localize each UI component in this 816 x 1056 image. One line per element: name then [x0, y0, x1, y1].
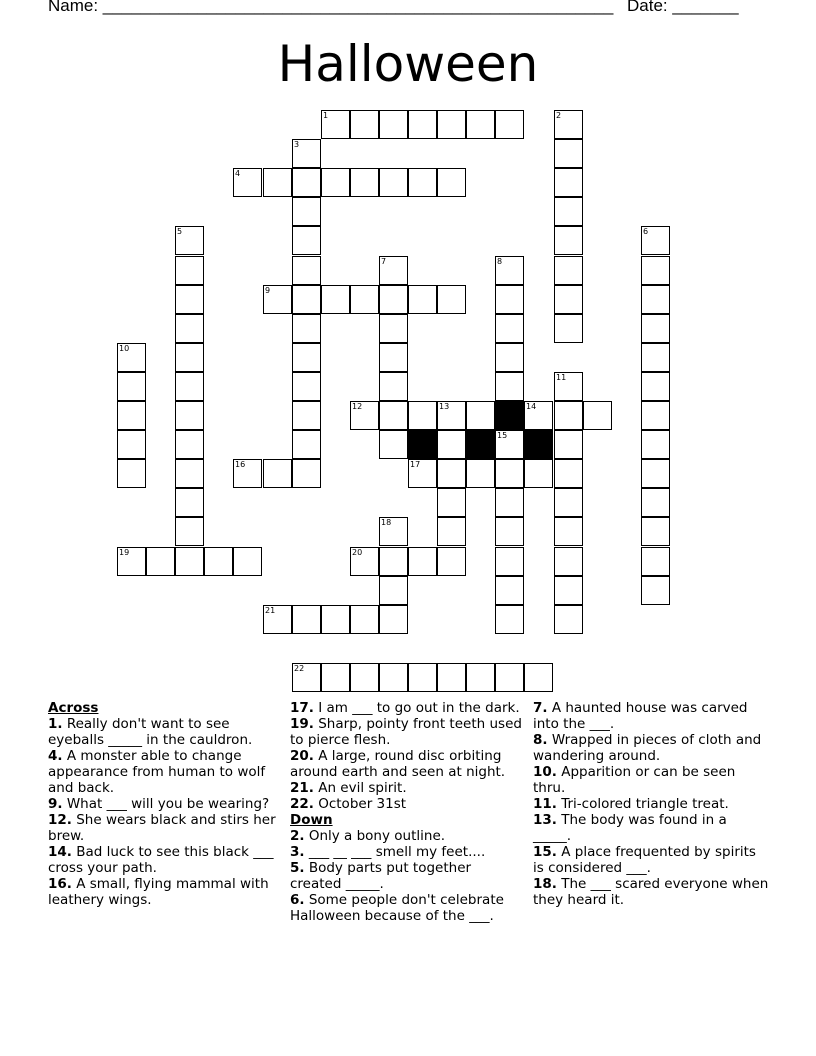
crossword-cell[interactable] — [408, 168, 437, 197]
crossword-cell[interactable] — [350, 547, 379, 576]
crossword-cell[interactable] — [350, 663, 379, 692]
cell-number: 14 — [526, 402, 537, 411]
crossword-cell[interactable] — [321, 663, 350, 692]
crossword-cell[interactable] — [641, 576, 670, 605]
clue-item: 18. The ___ scared everyone when they heard it. — [533, 876, 769, 908]
crossword-cell[interactable] — [437, 663, 466, 692]
crossword-cell[interactable] — [641, 372, 670, 401]
crossword-cell[interactable] — [495, 430, 524, 459]
crossword-cell[interactable] — [554, 314, 583, 343]
cell-number: 8 — [497, 257, 503, 266]
crossword-cell[interactable] — [495, 372, 524, 401]
crossword-cell[interactable] — [379, 517, 408, 546]
crossword-block-cell — [466, 430, 495, 459]
crossword-block-cell — [524, 430, 553, 459]
crossword-cell[interactable] — [437, 285, 466, 314]
crossword-cell[interactable] — [641, 285, 670, 314]
crossword-cell[interactable] — [263, 459, 292, 488]
down-heading: Down — [290, 812, 333, 828]
crossword-cell[interactable] — [292, 314, 321, 343]
crossword-cell[interactable] — [379, 663, 408, 692]
crossword-cell[interactable] — [495, 459, 524, 488]
crossword-cell[interactable] — [495, 343, 524, 372]
crossword-cell[interactable] — [117, 372, 146, 401]
clue-column-3 — [533, 700, 769, 908]
crossword-cell[interactable] — [321, 285, 350, 314]
crossword-cell[interactable] — [292, 285, 321, 314]
crossword-cell[interactable] — [554, 139, 583, 168]
clue-column-2 — [290, 700, 522, 924]
crossword-cell[interactable] — [437, 401, 466, 430]
crossword-cell[interactable] — [437, 110, 466, 139]
crossword-cell[interactable] — [554, 372, 583, 401]
crossword-cell[interactable] — [554, 226, 583, 255]
crossword-cell[interactable] — [379, 401, 408, 430]
crossword-cell[interactable] — [554, 605, 583, 634]
crossword-cell[interactable] — [350, 168, 379, 197]
crossword-cell[interactable] — [292, 139, 321, 168]
crossword-cell[interactable] — [554, 576, 583, 605]
crossword-cell[interactable] — [408, 459, 437, 488]
crossword-cell[interactable] — [408, 663, 437, 692]
crossword-cell[interactable] — [175, 285, 204, 314]
crossword-cell[interactable] — [495, 576, 524, 605]
crossword-cell[interactable] — [437, 168, 466, 197]
clue-item: 6. Some people don't celebrate Halloween because of the ___. — [290, 892, 504, 924]
cell-number: 12 — [352, 402, 363, 411]
crossword-cell[interactable] — [466, 110, 495, 139]
clue-item: 13. The body was found in a _____. — [533, 812, 727, 844]
crossword-cell[interactable] — [292, 226, 321, 255]
crossword-cell[interactable] — [379, 372, 408, 401]
crossword-cell[interactable] — [495, 517, 524, 546]
crossword-cell[interactable] — [263, 285, 292, 314]
crossword-cell[interactable] — [292, 459, 321, 488]
crossword-cell[interactable] — [495, 663, 524, 692]
cell-number: 7 — [381, 257, 387, 266]
crossword-cell[interactable] — [175, 226, 204, 255]
crossword-cell[interactable] — [379, 314, 408, 343]
clue-item: 15. A place frequented by spirits is considered ___. — [533, 844, 756, 876]
crossword-cell[interactable] — [292, 663, 321, 692]
clue-item: 8. Wrapped in pieces of cloth and wandering around. — [533, 732, 762, 764]
crossword-cell[interactable] — [233, 547, 262, 576]
crossword-cell[interactable] — [524, 401, 553, 430]
cell-number: 1 — [323, 111, 329, 120]
clue-item: 5. Body parts put together created _____. — [290, 860, 472, 892]
cell-number: 3 — [294, 140, 300, 149]
crossword-cell[interactable] — [554, 401, 583, 430]
cell-number: 5 — [177, 227, 183, 236]
crossword-cell[interactable] — [495, 547, 524, 576]
crossword-cell[interactable] — [437, 488, 466, 517]
crossword-cell[interactable] — [175, 401, 204, 430]
cell-number: 9 — [265, 286, 271, 295]
crossword-cell[interactable] — [554, 110, 583, 139]
crossword-cell[interactable] — [379, 576, 408, 605]
clue-column-1 — [48, 700, 280, 908]
crossword-cell[interactable] — [408, 110, 437, 139]
crossword-cell[interactable] — [321, 110, 350, 139]
clue-item: 19. Sharp, pointy front teeth used to pierce flesh. — [290, 716, 522, 748]
crossword-cell[interactable] — [554, 488, 583, 517]
crossword-cell[interactable] — [292, 197, 321, 226]
clue-item: 1. Really don't want to see eyeballs _____ in the cauldron. — [48, 716, 253, 748]
clue-item: 11. Tri-colored triangle treat. — [533, 796, 729, 812]
crossword-cell[interactable] — [379, 605, 408, 634]
across-heading: Across — [48, 700, 99, 716]
crossword-cell[interactable] — [408, 285, 437, 314]
crossword-cell[interactable] — [641, 343, 670, 372]
crossword-cell[interactable] — [233, 168, 262, 197]
crossword-cell[interactable] — [321, 168, 350, 197]
crossword-cell[interactable] — [175, 372, 204, 401]
cell-number: 22 — [294, 664, 305, 673]
crossword-cell[interactable] — [146, 547, 175, 576]
crossword-cell[interactable] — [175, 547, 204, 576]
crossword-cell[interactable] — [437, 547, 466, 576]
cell-number: 15 — [497, 431, 508, 440]
crossword-cell[interactable] — [292, 605, 321, 634]
clue-item: 20. A large, round disc orbiting around earth and seen at night. — [290, 748, 506, 780]
crossword-cell[interactable] — [408, 401, 437, 430]
crossword-cell[interactable] — [350, 110, 379, 139]
crossword-cell[interactable] — [321, 605, 350, 634]
crossword-cell[interactable] — [437, 459, 466, 488]
crossword-cell[interactable] — [495, 488, 524, 517]
crossword-cell[interactable] — [641, 517, 670, 546]
cell-number: 19 — [119, 548, 130, 557]
crossword-cell[interactable] — [554, 256, 583, 285]
crossword-cell[interactable] — [292, 430, 321, 459]
cell-number: 13 — [439, 402, 450, 411]
clue-item: 7. A haunted house was carved into the ___. — [533, 700, 748, 732]
clue-item: 14. Bad luck to see this black ___ cross your path. — [48, 844, 274, 876]
crossword-cell[interactable] — [292, 256, 321, 285]
cell-number: 11 — [556, 373, 567, 382]
crossword-cell[interactable] — [117, 343, 146, 372]
crossword-cell[interactable] — [641, 459, 670, 488]
crossword-cell[interactable] — [175, 256, 204, 285]
clue-item: 22. October 31st — [290, 796, 407, 812]
clue-item: 4. A monster able to change appearance from human to wolf and back. — [48, 748, 266, 796]
clue-item: 17. I am ___ to go out in the dark. — [290, 700, 520, 716]
crossword-cell[interactable] — [466, 663, 495, 692]
cell-number: 17 — [410, 460, 421, 469]
cell-number: 6 — [643, 227, 649, 236]
crossword-cell[interactable] — [554, 459, 583, 488]
cell-number: 21 — [265, 606, 276, 615]
crossword-cell[interactable] — [117, 547, 146, 576]
crossword-cell[interactable] — [524, 459, 553, 488]
crossword-cell[interactable] — [204, 547, 233, 576]
crossword-cell[interactable] — [175, 459, 204, 488]
crossword-cell[interactable] — [379, 343, 408, 372]
crossword-cell[interactable] — [554, 285, 583, 314]
clue-item: 12. She wears black and stirs her brew. — [48, 812, 276, 844]
crossword-cell[interactable] — [233, 459, 262, 488]
crossword-cell[interactable] — [641, 226, 670, 255]
crossword-cell[interactable] — [379, 256, 408, 285]
crossword-cell[interactable] — [292, 168, 321, 197]
cell-number: 18 — [381, 518, 392, 527]
cell-number: 2 — [556, 111, 562, 120]
crossword-cell[interactable] — [379, 547, 408, 576]
crossword-cell[interactable] — [263, 168, 292, 197]
clue-item: 2. Only a bony outline. — [290, 828, 446, 844]
crossword-cell[interactable] — [292, 372, 321, 401]
crossword-cell[interactable] — [641, 430, 670, 459]
crossword-block-cell — [495, 401, 524, 430]
crossword-cell[interactable] — [641, 488, 670, 517]
crossword-cell[interactable] — [641, 401, 670, 430]
crossword-cell[interactable] — [117, 401, 146, 430]
crossword-block-cell — [408, 430, 437, 459]
name-field-label: Name: ______________________________________________________ — [48, 0, 614, 15]
date-field-label: Date: _______ — [627, 0, 739, 15]
cell-number: 4 — [235, 169, 241, 178]
crossword-cell[interactable] — [350, 605, 379, 634]
crossword-cell[interactable] — [175, 488, 204, 517]
crossword-cell[interactable] — [554, 547, 583, 576]
crossword-cell[interactable] — [466, 459, 495, 488]
crossword-cell[interactable] — [554, 430, 583, 459]
crossword-cell[interactable] — [379, 285, 408, 314]
cell-number: 10 — [119, 344, 130, 353]
clue-item: 21. An evil spirit. — [290, 780, 407, 796]
crossword-cell[interactable] — [495, 605, 524, 634]
crossword-cell[interactable] — [495, 110, 524, 139]
clue-item: 10. Apparition or can be seen thru. — [533, 764, 736, 796]
crossword-cell[interactable] — [641, 314, 670, 343]
crossword-cell[interactable] — [263, 605, 292, 634]
crossword-cell[interactable] — [495, 256, 524, 285]
page-title: Halloween — [277, 35, 539, 93]
crossword-cell[interactable] — [524, 663, 553, 692]
crossword-cell[interactable] — [554, 168, 583, 197]
crossword-cell[interactable] — [175, 314, 204, 343]
crossword-cell[interactable] — [117, 459, 146, 488]
crossword-cell[interactable] — [437, 517, 466, 546]
crossword-cell[interactable] — [117, 430, 146, 459]
crossword-cell[interactable] — [437, 430, 466, 459]
crossword-cell[interactable] — [408, 547, 437, 576]
crossword-cell[interactable] — [175, 517, 204, 546]
crossword-cell[interactable] — [292, 343, 321, 372]
crossword-cell[interactable] — [175, 343, 204, 372]
crossword-cell[interactable] — [350, 401, 379, 430]
crossword-cell[interactable] — [350, 285, 379, 314]
crossword-cell[interactable] — [495, 285, 524, 314]
clue-item: 3. ___ __ ___ smell my feet.... — [290, 844, 486, 860]
crossword-cell[interactable] — [495, 314, 524, 343]
crossword-cell[interactable] — [583, 401, 612, 430]
cell-number: 20 — [352, 548, 363, 557]
clue-item: 16. A small, flying mammal with leathery wings. — [48, 876, 269, 908]
cell-number: 16 — [235, 460, 246, 469]
crossword-cell[interactable] — [554, 517, 583, 546]
crossword-cell[interactable] — [466, 401, 495, 430]
clue-item: 9. What ___ will you be wearing? — [48, 796, 270, 812]
crossword-cell[interactable] — [379, 110, 408, 139]
crossword-cell[interactable] — [641, 256, 670, 285]
crossword-cell[interactable] — [554, 197, 583, 226]
crossword-cell[interactable] — [379, 430, 408, 459]
crossword-cell[interactable] — [292, 401, 321, 430]
crossword-cell[interactable] — [175, 430, 204, 459]
crossword-cell[interactable] — [641, 547, 670, 576]
crossword-cell[interactable] — [379, 168, 408, 197]
